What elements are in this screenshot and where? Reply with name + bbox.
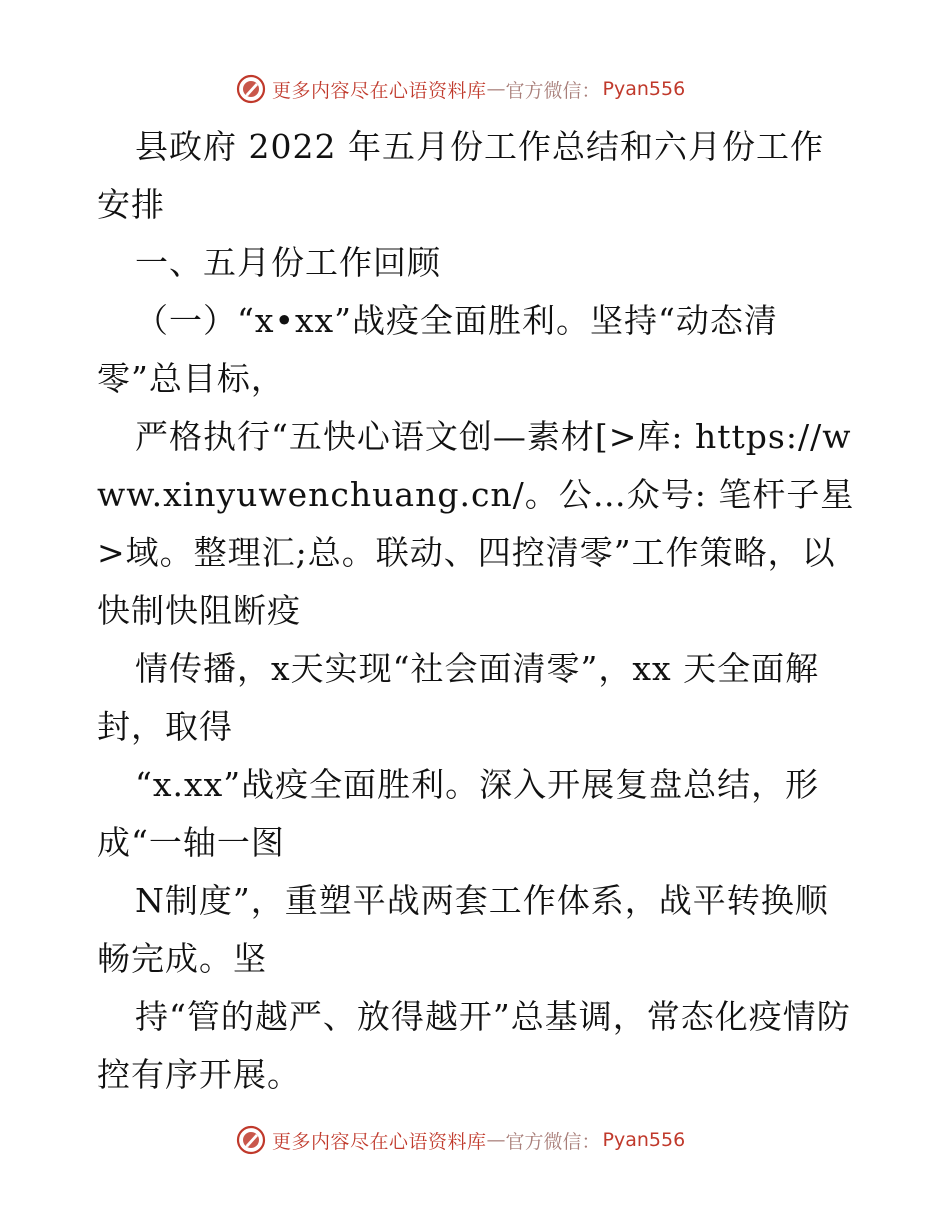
paragraph: “x.xx”战疫全面胜利。深入开展复盘总结，形成“一轴一图 — [97, 765, 820, 862]
banner-main-text: 更多内容尽在心语资料库 — [272, 1130, 487, 1153]
paragraph: （一）“x•xx”战疫全面胜利。坚持“动态清零”总目标， — [97, 301, 778, 398]
banner-wechat-label: 官方微信： — [505, 79, 601, 102]
banner-wechat-id: Pyan556 — [602, 78, 686, 100]
paragraph: N制度”，重塑平战两套工作体系，战平转换顺畅完成。坚 — [97, 881, 829, 978]
paragraph: 持“管的越严、放得越开”总基调，常态化疫情防控有序开展。 — [97, 997, 851, 1094]
banner-wechat-id: Pyan556 — [602, 1129, 686, 1151]
document-title: 县政府 2022 年五月份工作总结和六月份工作安排 — [97, 127, 824, 224]
document-body — [97, 118, 857, 1104]
banner-dash: — — [486, 78, 506, 100]
banner-main-text: 更多内容尽在心语资料库 — [272, 79, 487, 102]
paragraph: 情传播，x天实现“社会面清零”，xx 天全面解封，取得 — [97, 649, 820, 746]
header-banner — [236, 72, 716, 106]
pen-logo-icon — [236, 1125, 266, 1155]
footer-banner — [236, 1123, 716, 1157]
paragraph: 严格执行“五快心语文创—素材[>库: https://www.xinyuwenchuang.cn/。公…众号: 笔杆子星>域。整理汇;总。联动、四控清零”工作策略，以快制快阻断疫 — [97, 417, 855, 630]
banner-dash: — — [486, 1129, 506, 1151]
banner-wechat-label: 官方微信： — [505, 1130, 601, 1153]
section-heading: 一、五月份工作回顾 — [135, 243, 441, 282]
pen-logo-icon — [236, 74, 266, 104]
